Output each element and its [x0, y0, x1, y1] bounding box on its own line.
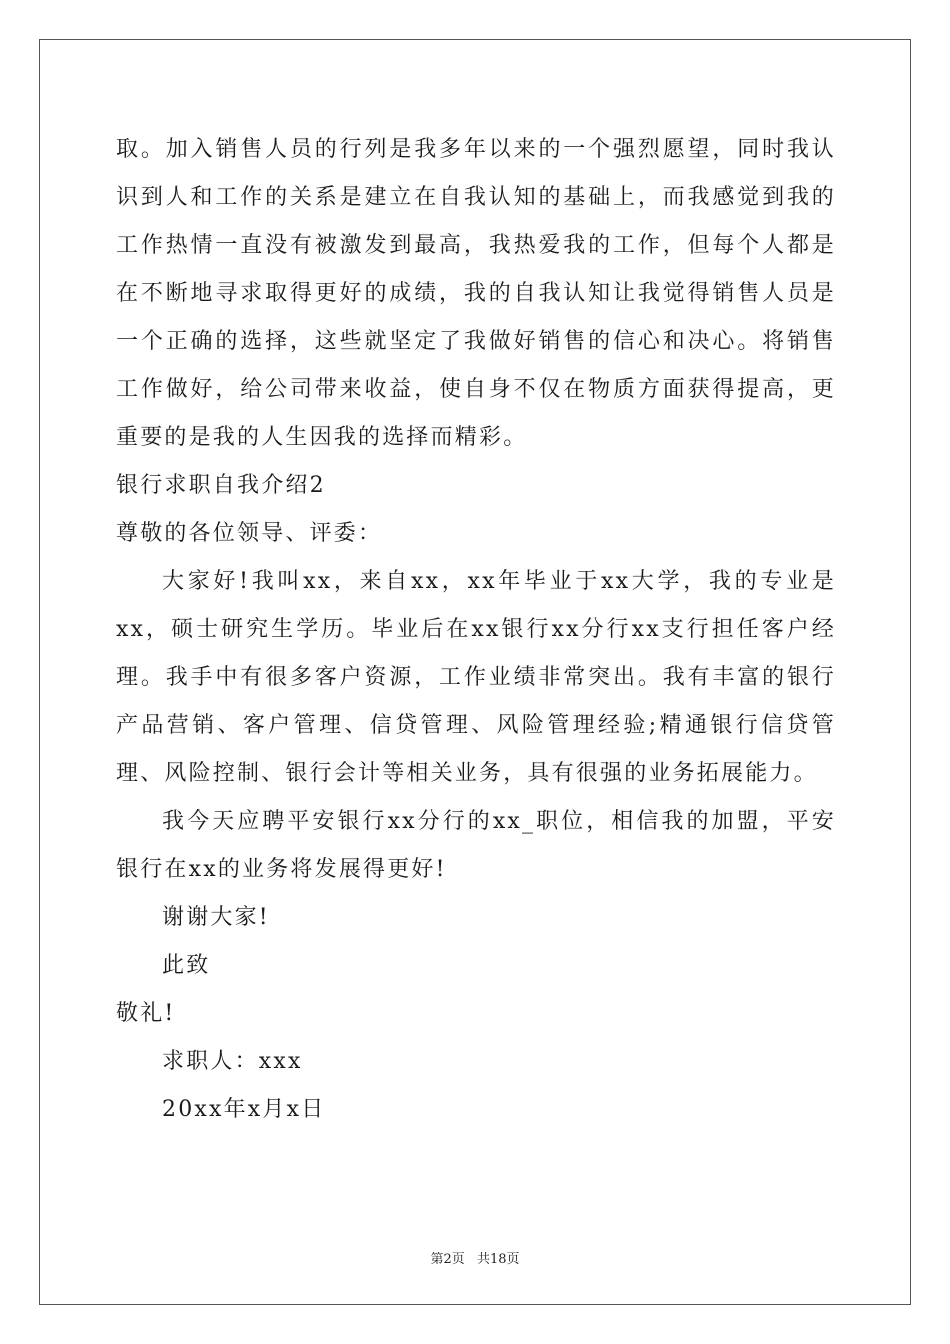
thanks-line: 谢谢大家! — [162, 905, 270, 930]
document-body — [116, 126, 836, 1134]
paragraph-application: 我今天应聘平安银行xx分行的xx_职位，相信我的加盟，平安银行在xx的业务将发展得更好! — [116, 809, 836, 882]
page-total: 共18页 — [476, 1252, 520, 1267]
date-line: 20xx年x月x日 — [162, 1097, 326, 1122]
salutation: 尊敬的各位领导、评委： — [116, 521, 383, 546]
page-footer — [0, 1248, 950, 1267]
paragraph-intro-continuation: 取。加入销售人员的行列是我多年以来的一个强烈愿望，同时我认识到人和工作的关系是建立在自我认知的基础上，而我感觉到我的工作热情一直没有被激发到最高，我热爱我的工作，但每个人都是在不断地寻求取得更好的成绩，我的自我认知让我觉得销售人员是一个正确的选择，这些就坚定了我做好销售的信心和决心。将销售工作做好，给公司带来收益，使自身不仅在物质方面获得提高，更重要的是我的人生因我的选择而精彩。 — [116, 137, 836, 450]
section-heading: 银行求职自我介绍2 — [116, 473, 326, 498]
applicant-signature: 求职人：xxx — [162, 1049, 303, 1074]
regards-line: 敬礼! — [116, 1001, 176, 1026]
closing-line: 此致 — [162, 953, 211, 978]
paragraph-self-introduction: 大家好!我叫xx，来自xx，xx年毕业于xx大学，我的专业是xx，硕士研究生学历。毕业后在xx银行xx分行xx支行担任客户经理。我手中有很多客户资源，工作业绩非常突出。我有丰富的银行产品营销、客户管理、信贷管理、风险管理经验;精通银行信贷管理、风险控制、银行会计等相关业务，具有很强的业务拓展能力。 — [116, 569, 836, 786]
page-number: 第2页 — [430, 1252, 465, 1267]
